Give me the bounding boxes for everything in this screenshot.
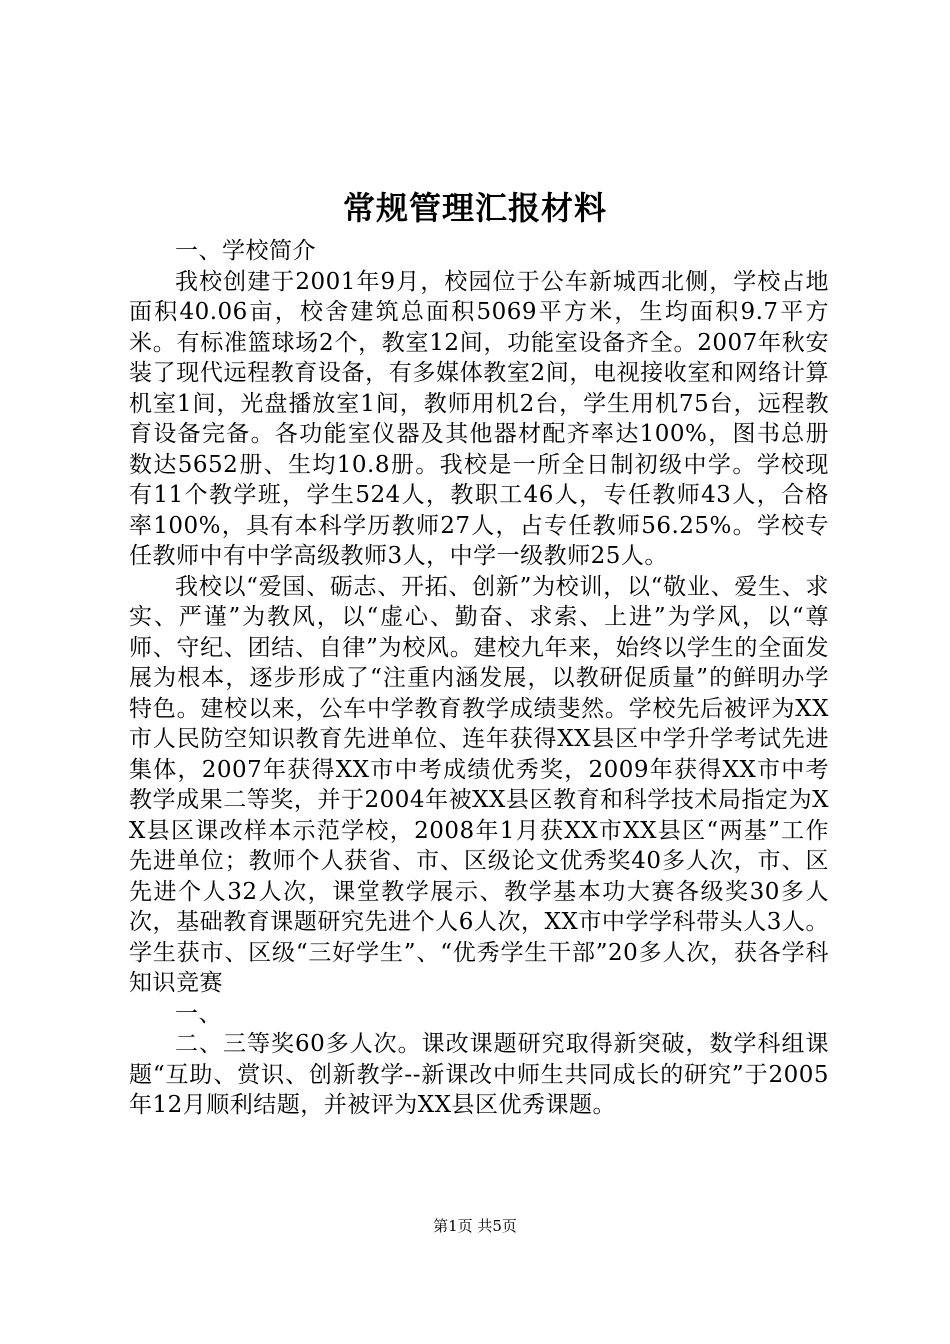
document-title: 常规管理汇报材料 — [342, 189, 607, 227]
document-body — [129, 236, 829, 1121]
paragraph-school-facilities: 我校创建于2001年9月，校园位于公车新城西北侧，学校占地面积40.06亩，校舍建筑总面积5069平方米，生均面积9.7平方米。有标准篮球场2个，教室12间，功能室设备齐全。2007年秋安装了现代远程教育设备，有多媒体教室2间，电视接收室和网络计算机室1间，光盘播放室1间，教师用机2台，学生用机75台，远程教育设备完备。各功能室仪器及其他器材配齐率达100%，图书总册数达5652册、生均10.8册。我校是一所全日制初级中学。学校现有11个教学班，学生524人，教职工46人，专任教师43人，合格率100%，具有本科学历教师27人，占专任教师56.25%。学校专任教师中有中学高级教师3人，中学一级教师25人。 — [129, 268, 829, 569]
paragraph-school-motto-achievements: 我校以“爱国、砺志、开拓、创新”为校训，以“敬业、爱生、求实、严谨”为教风，以“虚心、勤奋、求索、上进”为学风，以“尊师、守纪、团结、自律”为校风。建校九年来，始终以学生的全面发展为根本，逐步形成了“注重内涵发展，以教研促质量”的鲜明办学特色。建校以来，公车中学教育教学成绩斐然。学校先后被评为XX市人民防空知识教育先进单位、连年获得XX县区中学升学考试先进集体，2007年获得XX市中考成绩优秀奖，2009年获得XX市中考教学成果二等奖，并于2004年被XX县区教育和科学技术局指定为XX县区课改样本示范学校，2008年1月获XX市XX县区“两基”工作先进单位；教师个人获省、市、区级论文优秀奖40多人次，市、区先进个人32人次，课堂教学展示、教学基本功大赛各级奖30多人次，基础教育课题研究先进个人6人次，XX市中学学科带头人3人。学生获市、区级“三好学生”、“优秀学生干部”20多人次，获各学科知识竞赛 — [129, 573, 829, 996]
paragraph-fragment: 一、 — [175, 1000, 222, 1027]
paragraph-research-awards: 二、三等奖60多人次。课改课题研究取得新突破，数学科组课题“互助、赏识、创新教学--新课改中师生共同成长的研究”于2005年12月顺利结题，并被评为XX县区优秀课题。 — [129, 1031, 829, 1118]
page-number-footer: 第1页 共5页 — [433, 1217, 517, 1235]
section-heading-school-intro: 一、学校简介 — [175, 238, 316, 264]
